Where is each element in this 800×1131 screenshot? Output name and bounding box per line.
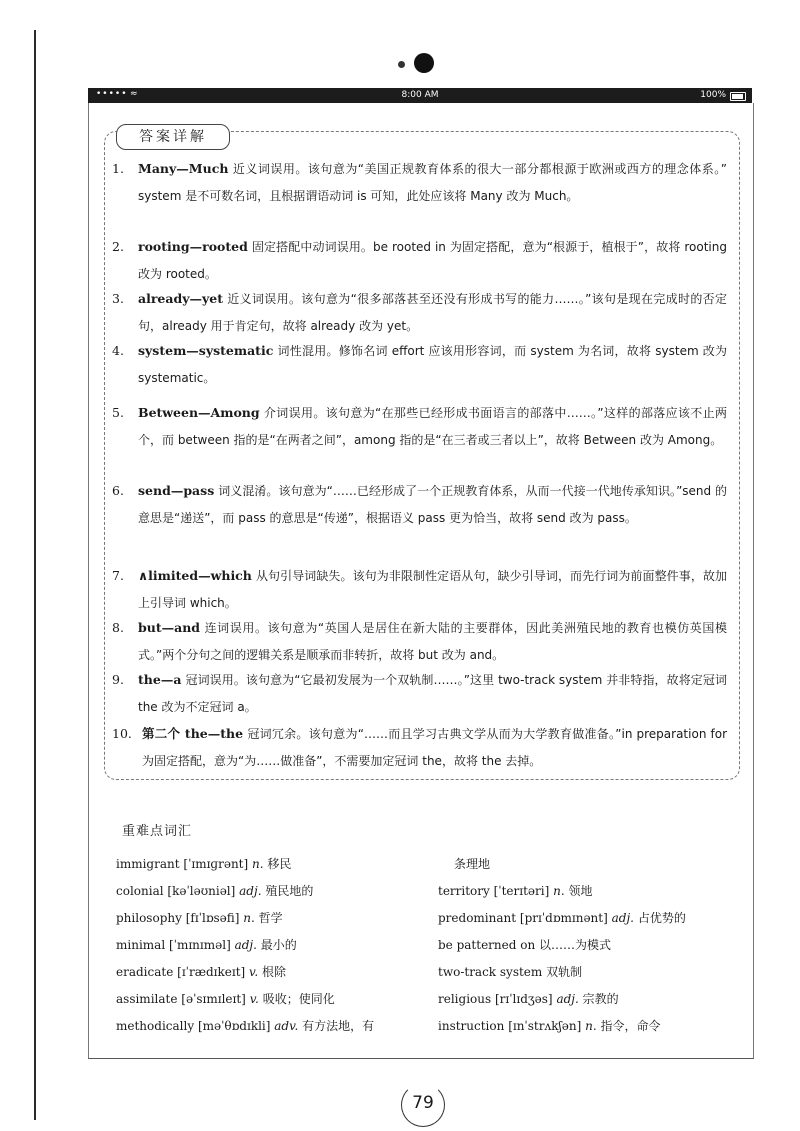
vocab-pos: n. xyxy=(585,1019,597,1033)
vocab-phonetic: [ˈmɪnɪməl] xyxy=(168,938,231,952)
answer-item-body xyxy=(138,478,727,531)
vocab-row xyxy=(438,878,738,905)
answer-item-body xyxy=(138,286,727,339)
answer-item-explanation: 该句意为“很多部落甚至还没有形成书写的能力……。”该句是现在完成时的否定句，already 用于肯定句，故将 already 改为 yet。 xyxy=(138,292,727,333)
vocab-pos: n. xyxy=(243,911,255,925)
answer-item xyxy=(112,667,727,720)
answer-item-head: Between—Among xyxy=(138,405,260,420)
answer-item-explanation: be rooted in 为固定搭配，意为“根源于，植根于”，故将 rooting 改为 rooted。 xyxy=(138,240,727,281)
vocab-word: be patterned on xyxy=(438,938,536,952)
vocab-row xyxy=(116,959,436,986)
vocab-word: territory xyxy=(438,884,490,898)
answer-item xyxy=(112,338,727,391)
battery-icon xyxy=(730,92,746,101)
vocab-word: two-track system xyxy=(438,965,543,979)
answer-item-head: already—yet xyxy=(138,291,223,306)
status-bar xyxy=(88,88,752,103)
vocab-row xyxy=(116,1013,436,1040)
vocab-row xyxy=(116,986,436,1013)
vocab-row xyxy=(438,1013,738,1040)
vocab-pos: v. xyxy=(249,965,259,979)
answer-section-title: 答案详解 xyxy=(116,124,230,150)
vocab-meaning: 占优势的 xyxy=(637,911,686,925)
vocab-phonetic: [rɪˈlɪdʒəs] xyxy=(494,992,553,1006)
answer-item-explanation: 该句意为“在那些已经形成书面语言的部落中……。”这样的部落应该不止两个，而 between 指的是“在两者之间”，among 指的是“在三者或三者以上”，故将 Between 改为 Among。 xyxy=(138,406,727,447)
answer-item-explanation: 该句意为“它最初发展为一个双轨制……。”这里 two-track system 并非特指，故将定冠词 the 改为不定冠词 a。 xyxy=(138,673,727,714)
answer-item xyxy=(112,156,727,209)
vocab-pos: n. xyxy=(252,857,264,871)
vocab-phonetic: [ˈɪmɪɡrənt] xyxy=(183,857,249,871)
signal-icon: ••••• xyxy=(96,89,128,99)
vocab-meaning: 领地 xyxy=(568,884,593,898)
vocab-list-right xyxy=(438,851,738,1040)
answer-item-body xyxy=(138,338,727,391)
answer-item-head: the—a xyxy=(138,672,182,687)
vocab-meaning: 有方法地，有 xyxy=(302,1019,375,1033)
vocab-meaning: 以……为模式 xyxy=(539,938,612,952)
vocab-meaning: 殖民地的 xyxy=(265,884,314,898)
vocab-pos: adj. xyxy=(239,884,262,898)
answer-item-explanation: 该句意为“……而且学习古典文学从而为大学教育做准备。”in preparation for 为固定搭配，意为“为……做准备”，不需要加定冠词 the，故将 the 去掉。 xyxy=(142,727,728,768)
vocab-row xyxy=(438,986,738,1013)
vocab-pos: adj. xyxy=(611,911,634,925)
vocab-row xyxy=(438,932,738,959)
vocab-pos: adj. xyxy=(234,938,257,952)
vocab-meaning: 移民 xyxy=(267,857,292,871)
answer-item-category: 冠词误用。 xyxy=(185,673,246,687)
vocab-word: predominant xyxy=(438,911,517,925)
vocab-word: instruction xyxy=(438,1019,505,1033)
vocab-row xyxy=(438,905,738,932)
vocab-pos: n. xyxy=(553,884,565,898)
answer-item xyxy=(112,721,727,774)
vocab-row xyxy=(116,851,436,878)
answer-item-category: 介词误用。 xyxy=(263,406,326,420)
answer-item xyxy=(112,615,727,668)
vocab-phonetic: [ɪˈrædɪkeɪt] xyxy=(177,965,246,979)
vocab-pos: adv. xyxy=(274,1019,299,1033)
vocab-word: eradicate xyxy=(116,965,174,979)
vocab-word: religious xyxy=(438,992,492,1006)
answer-item-category: 从句引导词缺失。 xyxy=(255,569,353,583)
answer-item-head: rooting—rooted xyxy=(138,239,248,254)
answer-item-body xyxy=(138,667,727,720)
wifi-icon: ≈ xyxy=(130,89,138,99)
answer-item-number: 10. xyxy=(112,726,132,741)
answer-item-explanation: 该句意为“美国正规教育体系的很大一部分都根源于欧洲或西方的理念体系。” system 是不可数名词，且根据谓语动词 is 可知，此处应该将 Many 改为 Much。 xyxy=(138,162,727,203)
vocab-row xyxy=(116,932,436,959)
vocab-phonetic: [ˈterɪtəri] xyxy=(493,884,550,898)
vocab-meaning: 根除 xyxy=(262,965,287,979)
camera-dot-large xyxy=(414,53,434,73)
answer-item-body xyxy=(138,156,727,209)
vocab-word: colonial xyxy=(116,884,164,898)
answer-item-explanation: 修饰名词 effort 应该用形容词，而 system 为名词，故将 system 改为 systematic。 xyxy=(138,344,727,385)
answer-item-head: 第二个 the—the xyxy=(142,726,244,741)
vocab-phonetic: [prɪˈdɒmɪnənt] xyxy=(519,911,608,925)
vocab-meaning: 吸收；使同化 xyxy=(262,992,335,1006)
vocab-word: minimal xyxy=(116,938,166,952)
answer-item-category: 连词误用。 xyxy=(204,621,268,635)
page-number: 79 xyxy=(401,1083,445,1123)
answer-item-number: 4. xyxy=(112,343,124,358)
vocab-pos: adj. xyxy=(556,992,579,1006)
vocab-meaning: 最小的 xyxy=(260,938,297,952)
vocab-row xyxy=(438,959,738,986)
answer-item-explanation: 该句意为“英国人是居住在新大陆的主要群体，因此美洲殖民地的教育也模仿英国模式。”两个分句之间的逻辑关系是顺承而非转折，故将 but 改为 and。 xyxy=(138,621,727,662)
answer-item-head: system—systematic xyxy=(138,343,274,358)
vocab-phonetic: [əˈsɪmɪleɪt] xyxy=(181,992,246,1006)
answer-item-category: 近义词误用。 xyxy=(232,162,308,176)
answer-item-number: 9. xyxy=(112,672,124,687)
answer-item-head: send—pass xyxy=(138,483,215,498)
answer-item xyxy=(112,563,727,616)
vocab-list-left xyxy=(116,851,436,1040)
answer-item-number: 6. xyxy=(112,483,124,498)
answer-item-number: 3. xyxy=(112,291,124,306)
answer-item-category: 词义混淆。 xyxy=(218,484,279,498)
vocab-phonetic: [ɪnˈstrʌkʃən] xyxy=(508,1019,582,1033)
vocab-phonetic: [fɪˈlɒsəfi] xyxy=(185,911,240,925)
answer-item-number: 8. xyxy=(112,620,124,635)
battery-label: 100% xyxy=(700,90,726,100)
vocab-word: philosophy xyxy=(116,911,182,925)
vocab-meaning: 宗教的 xyxy=(582,992,619,1006)
answer-item-explanation: 该句为非限制性定语从句，缺少引导词，而先行词为前面整件事，故加上引导词 which。 xyxy=(138,569,727,610)
vocab-word: assimilate xyxy=(116,992,178,1006)
answer-item-number: 7. xyxy=(112,568,124,583)
answer-item xyxy=(112,234,727,287)
status-time: 8:00 AM xyxy=(401,90,439,100)
vocab-meaning: 哲学 xyxy=(258,911,283,925)
answer-item-number: 1. xyxy=(112,161,124,176)
vocab-word: immigrant xyxy=(116,857,180,871)
answer-item-explanation: 该句意为“……已经形成了一个正规教育体系，从而一代接一代地传承知识。”send 的意思是“递送”，而 pass 的意思是“传递”，根据语义 pass 更为恰当，故将 send 改为 pass。 xyxy=(138,484,727,525)
answer-item-body xyxy=(138,563,727,616)
answer-item-category: 冠词冗余。 xyxy=(247,727,309,741)
answer-item-head: but—and xyxy=(138,620,201,635)
answer-item-number: 2. xyxy=(112,239,124,254)
answer-item-category: 固定搭配中动词误用。 xyxy=(251,240,374,254)
vocab-phonetic: [kəˈləʊniəl] xyxy=(167,884,236,898)
answer-item-head: ∧limited—which xyxy=(138,568,252,583)
vocab-meaning: 指令，命令 xyxy=(600,1019,661,1033)
answer-item-body xyxy=(142,721,727,774)
vocab-phonetic: [məˈθɒdɪkli] xyxy=(197,1019,271,1033)
camera-dot-small xyxy=(398,61,405,68)
answer-item-body xyxy=(138,234,727,287)
answer-item-category: 近义词误用。 xyxy=(227,292,302,306)
answer-item-number: 5. xyxy=(112,405,124,420)
answer-item xyxy=(112,400,727,453)
answer-item-category: 词性混用。 xyxy=(277,344,339,358)
answer-item-head: Many—Much xyxy=(138,161,229,176)
vocab-word: methodically xyxy=(116,1019,195,1033)
vocab-continuation: 条理地 xyxy=(454,857,491,871)
vocab-section-title: 重难点词汇 xyxy=(122,824,193,839)
vocab-row xyxy=(116,878,436,905)
margin-rule xyxy=(34,30,36,1120)
vocab-meaning: 双轨制 xyxy=(546,965,583,979)
answer-item xyxy=(112,478,727,531)
answer-item-body xyxy=(138,615,727,668)
vocab-row xyxy=(116,905,436,932)
answer-item xyxy=(112,286,727,339)
vocab-pos: v. xyxy=(249,992,259,1006)
answer-item-body xyxy=(138,400,727,453)
